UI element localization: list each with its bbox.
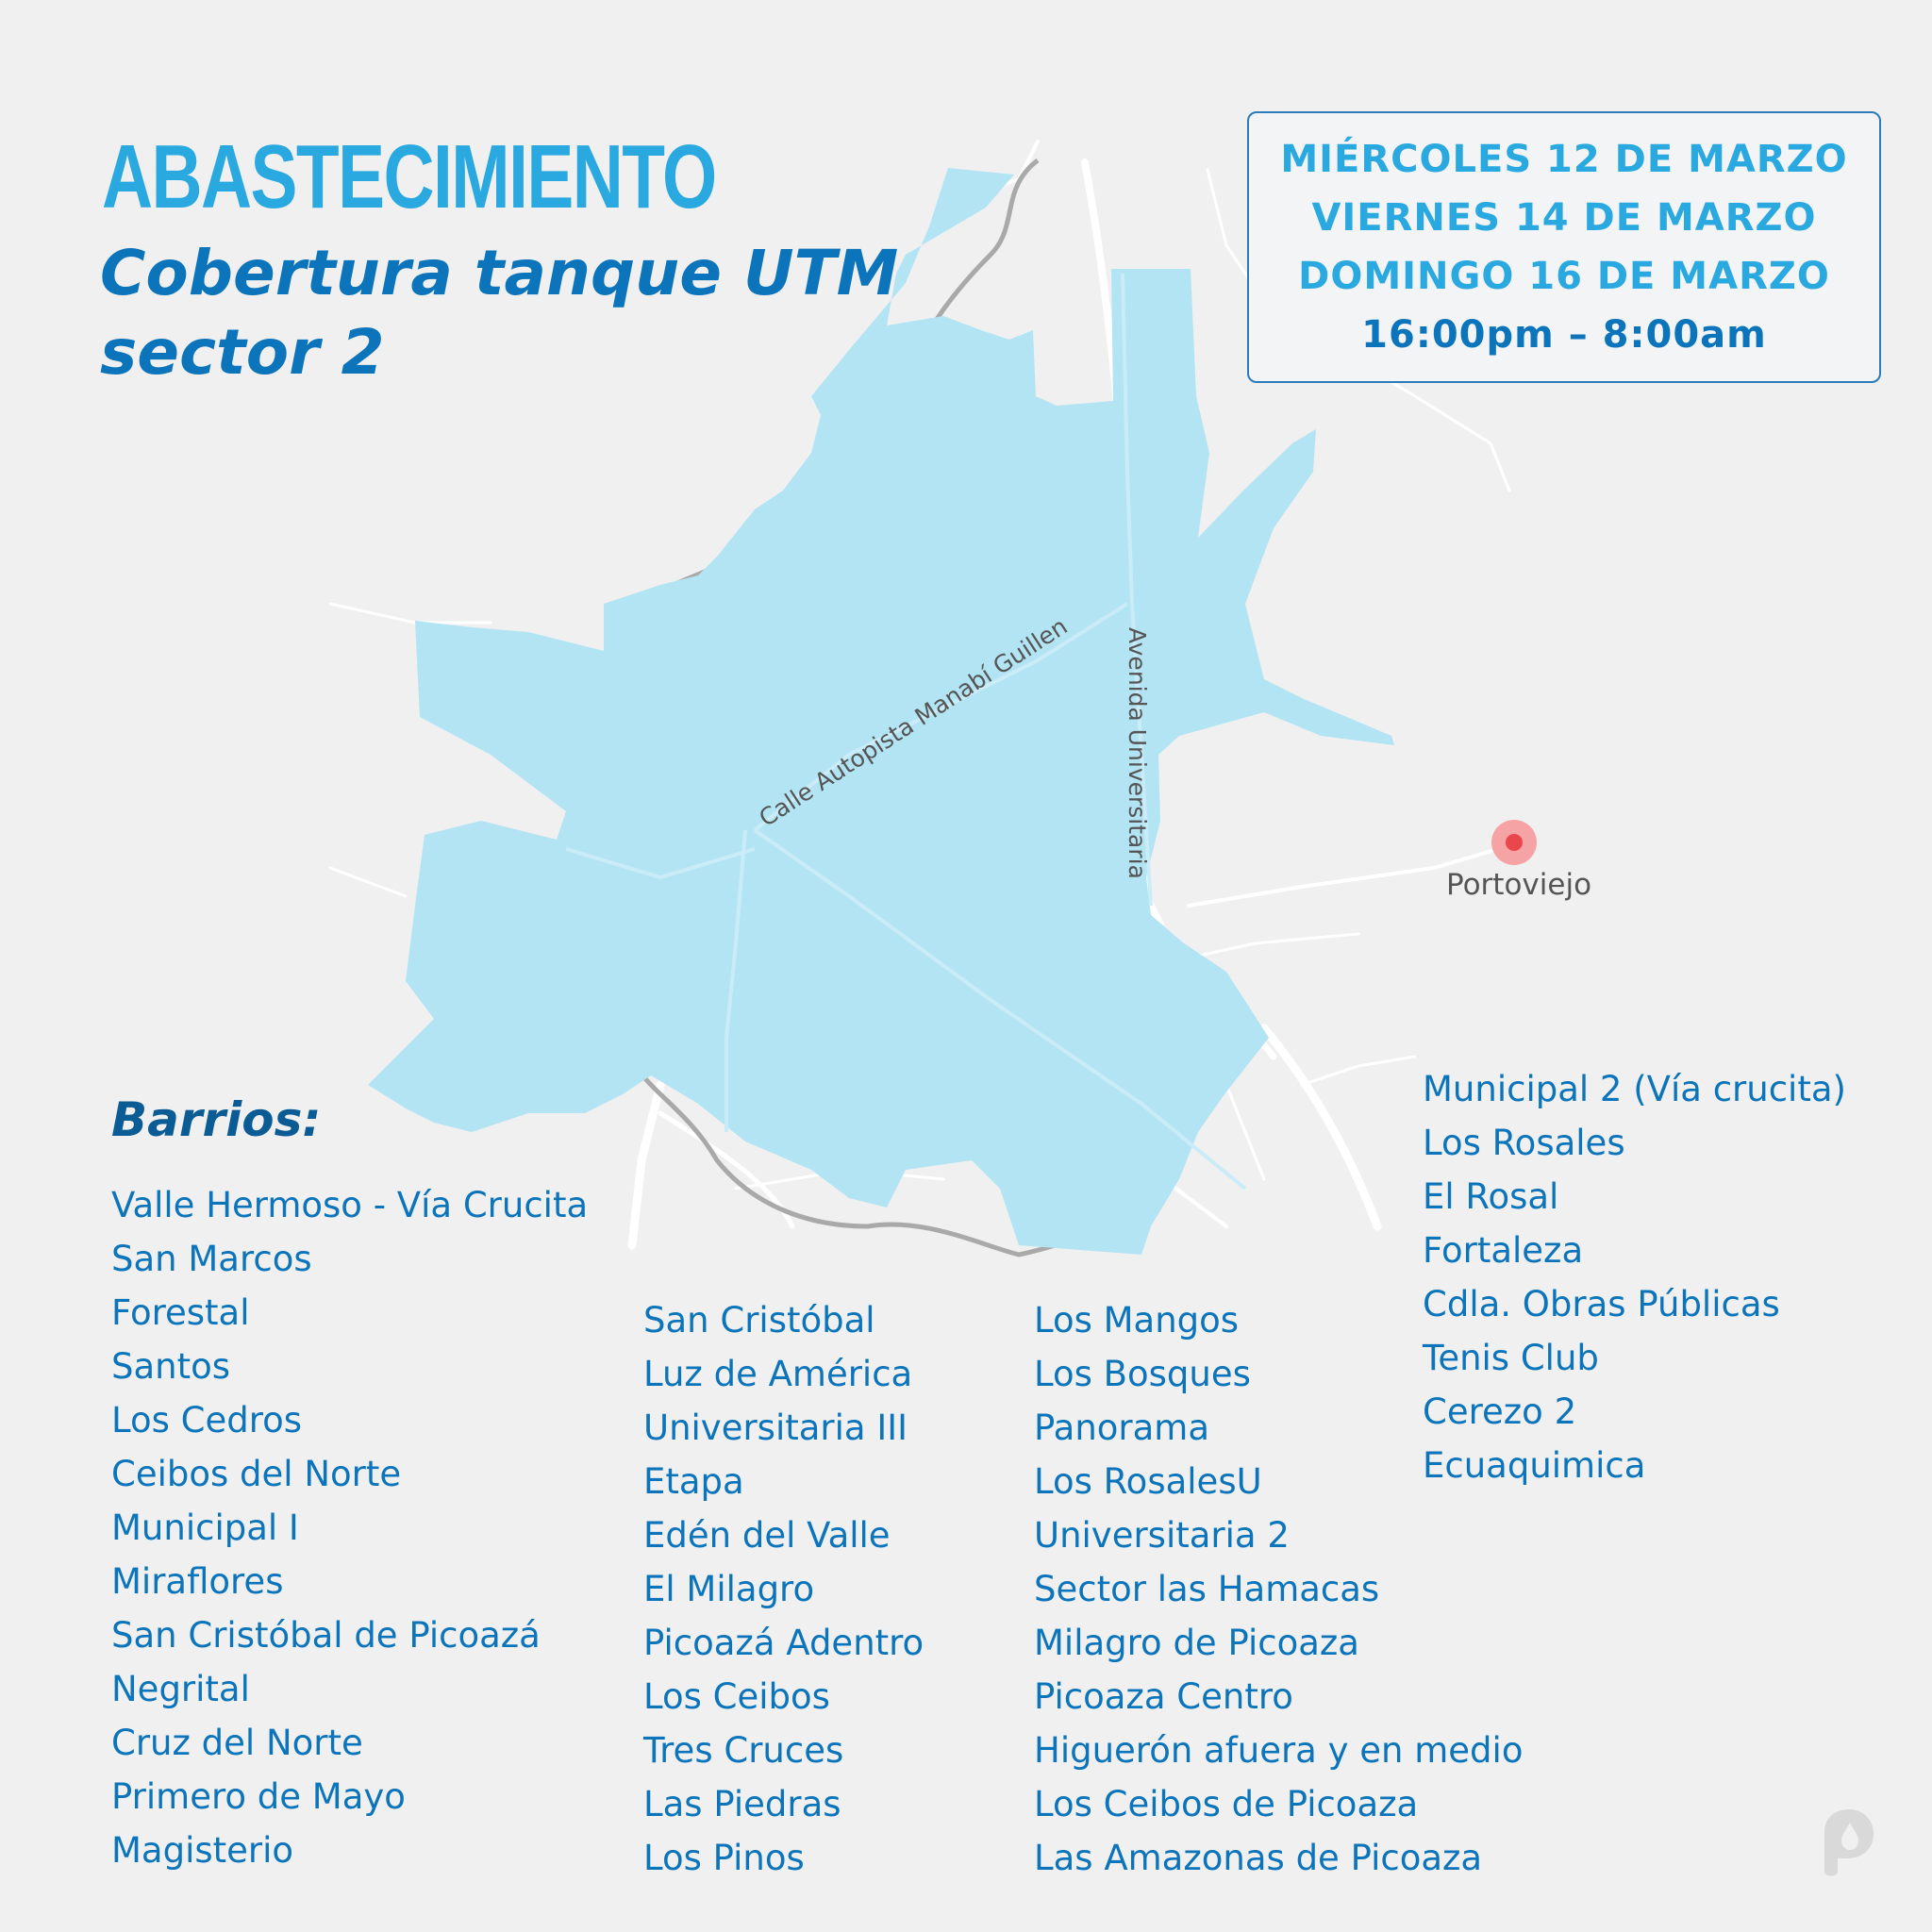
barrio-item: Los Pinos <box>643 1838 805 1878</box>
barrios-column-1 <box>111 1178 588 1877</box>
location-pin-icon[interactable] <box>1506 834 1523 851</box>
barrio-item: Luz de América <box>643 1354 913 1394</box>
barrio-item: Sector las Hamacas <box>1034 1569 1380 1609</box>
barrio-item: El Rosal <box>1423 1176 1559 1217</box>
schedule-time: 16:00pm – 8:00am <box>1361 313 1767 357</box>
barrio-item: Forestal <box>111 1292 250 1333</box>
barrio-item: Etapa <box>643 1461 744 1502</box>
barrio-item: Higuerón afuera y en medio <box>1034 1730 1524 1771</box>
page-subtitle <box>100 234 911 392</box>
road-label-avenida: Avenida Universitaria <box>1124 627 1151 879</box>
barrio-item: Los Cedros <box>111 1400 303 1441</box>
subtitle-line-1: Cobertura tanque UTM <box>100 237 899 309</box>
barrio-item: Universitaria 2 <box>1034 1515 1290 1556</box>
barrio-item: Cerezo 2 <box>1423 1391 1577 1432</box>
barrio-item: Edén del Valle <box>643 1515 891 1556</box>
barrio-item: Valle Hermoso - Vía Crucita <box>111 1185 589 1225</box>
barrio-item: El Milagro <box>643 1569 815 1609</box>
barrio-item: Ecuaquimica <box>1423 1445 1646 1486</box>
barrio-item: San Cristóbal <box>643 1300 875 1341</box>
schedule-day-1: MIÉRCOLES 12 DE MARZO <box>1280 138 1848 181</box>
schedule-day-3: DOMINGO 16 DE MARZO <box>1298 255 1830 298</box>
barrio-item: Los Ceibos <box>643 1676 830 1717</box>
barrio-item: Ceibos del Norte <box>111 1454 402 1494</box>
barrio-item: Miraflores <box>111 1561 284 1602</box>
barrio-item: Tenis Club <box>1423 1338 1599 1378</box>
barrio-item: Primero de Mayo <box>111 1776 406 1817</box>
barrio-item: Tres Cruces <box>643 1730 844 1771</box>
barrios-column-2 <box>643 1293 924 1885</box>
barrio-item: Los Rosales <box>1423 1123 1625 1163</box>
barrio-item: Municipal I <box>111 1507 299 1548</box>
barrio-item: Las Amazonas de Picoaza <box>1034 1838 1483 1878</box>
logo-watermark-icon <box>1815 1806 1881 1881</box>
barrio-item: Panorama <box>1034 1407 1210 1448</box>
schedule-day-2: VIERNES 14 DE MARZO <box>1311 196 1817 240</box>
schedule-box <box>1247 111 1881 383</box>
page-title: ABASTECIMIENTO <box>102 126 716 227</box>
barrio-item: Magisterio <box>111 1830 294 1871</box>
barrio-item: Picoazá Adentro <box>643 1623 924 1663</box>
barrio-item: Universitaria III <box>643 1407 908 1448</box>
barrio-item: Fortaleza <box>1423 1230 1584 1271</box>
barrio-item: Picoaza Centro <box>1034 1676 1293 1717</box>
barrios-column-4 <box>1423 1062 1846 1492</box>
barrio-item: Santos <box>111 1346 231 1387</box>
subtitle-line-2: sector 2 <box>100 316 385 389</box>
barrio-item: Negrital <box>111 1669 250 1709</box>
barrio-item: San Cristóbal de Picoazá <box>111 1615 541 1656</box>
barrio-item: San Marcos <box>111 1239 312 1279</box>
barrio-item: Las Piedras <box>643 1784 841 1824</box>
barrio-item: Cdla. Obras Públicas <box>1423 1284 1780 1324</box>
barrio-item: Municipal 2 (Vía crucita) <box>1423 1069 1846 1109</box>
pin-label-portoviejo: Portoviejo <box>1446 868 1592 902</box>
road-label-autopista: Calle Autopista Manabí Guillen <box>754 612 1073 833</box>
barrio-item: Los RosalesU <box>1034 1461 1262 1502</box>
barrio-item: Los Bosques <box>1034 1354 1251 1394</box>
barrio-item: Los Mangos <box>1034 1300 1240 1341</box>
barrios-title: Barrios: <box>111 1092 322 1147</box>
barrio-item: Cruz del Norte <box>111 1723 363 1763</box>
barrio-item: Los Ceibos de Picoaza <box>1034 1784 1419 1824</box>
barrio-item: Milagro de Picoaza <box>1034 1623 1359 1663</box>
